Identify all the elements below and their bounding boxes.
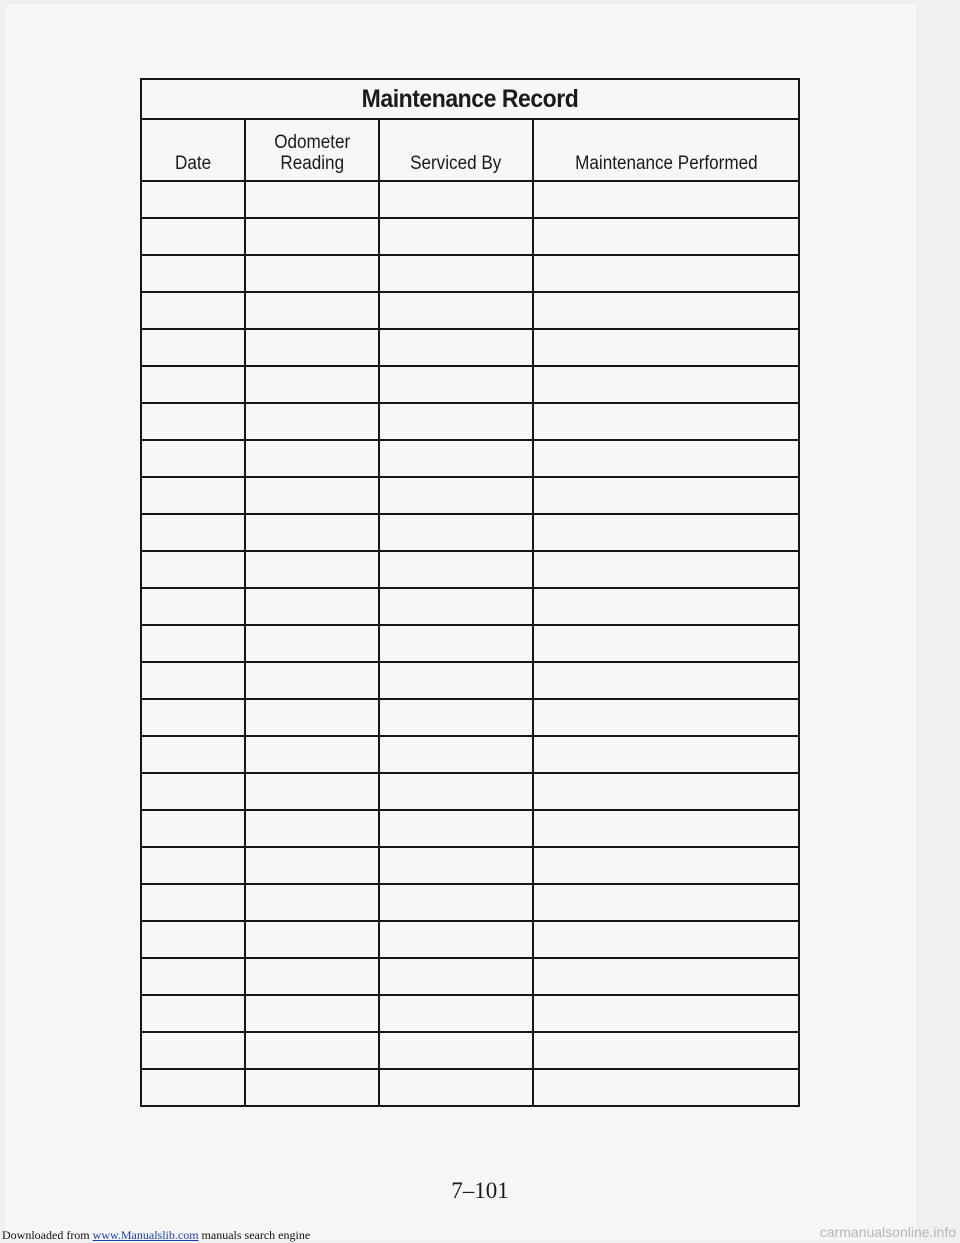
page-number: 7–101: [451, 1178, 509, 1203]
table-cell: [141, 181, 245, 218]
column-header-row: [141, 119, 799, 181]
table-cell: [141, 218, 245, 255]
table-row: [141, 403, 799, 440]
table-row: [141, 699, 799, 736]
table-cell: [245, 699, 379, 736]
table-cell: [141, 1032, 245, 1069]
column-header-line: Maintenance Performed: [574, 153, 758, 174]
table-row: [141, 181, 799, 218]
download-footer: [2, 1228, 310, 1243]
table-row: [141, 514, 799, 551]
table-row: [141, 255, 799, 292]
table-cell: [379, 736, 533, 773]
table-row: [141, 995, 799, 1032]
table-cell: [533, 625, 799, 662]
table-row: [141, 1032, 799, 1069]
table-row: [141, 625, 799, 662]
table-cell: [533, 921, 799, 958]
table-cell: [533, 1032, 799, 1069]
table-row: [141, 958, 799, 995]
table-row: [141, 366, 799, 403]
table-cell: [245, 255, 379, 292]
table-cell: [379, 810, 533, 847]
table-cell: [533, 514, 799, 551]
table-cell: [379, 181, 533, 218]
table-cell: [245, 995, 379, 1032]
table-cell: [533, 440, 799, 477]
table-cell: [379, 292, 533, 329]
column-header-label: [575, 132, 758, 174]
table-row: [141, 921, 799, 958]
table-cell: [533, 477, 799, 514]
table-cell: [245, 884, 379, 921]
table-cell: [379, 958, 533, 995]
table-cell: [245, 181, 379, 218]
table-cell: [141, 625, 245, 662]
table-row: [141, 218, 799, 255]
table-cell: [245, 810, 379, 847]
table-cell: [533, 181, 799, 218]
table-cell: [141, 551, 245, 588]
table-cell: [533, 810, 799, 847]
table-cell: [141, 514, 245, 551]
table-cell: [533, 773, 799, 810]
table-cell: [533, 218, 799, 255]
table-cell: [141, 699, 245, 736]
table-row: [141, 292, 799, 329]
table-cell: [379, 329, 533, 366]
table-cell: [379, 218, 533, 255]
table-row: [141, 588, 799, 625]
table-cell: [379, 625, 533, 662]
table-cell: [245, 477, 379, 514]
column-header-line: Serviced By: [410, 153, 502, 174]
table-cell: [141, 329, 245, 366]
table-row: [141, 477, 799, 514]
table-row: [141, 736, 799, 773]
table-cell: [379, 514, 533, 551]
table-cell: [245, 366, 379, 403]
table-cell: [141, 1069, 245, 1106]
table-row: [141, 773, 799, 810]
table-cell: [141, 662, 245, 699]
table-cell: [533, 551, 799, 588]
table-cell: [379, 403, 533, 440]
table-cell: [141, 921, 245, 958]
table-cell: [379, 440, 533, 477]
table-row: [141, 329, 799, 366]
table-cell: [245, 1032, 379, 1069]
table-cell: [141, 588, 245, 625]
table-cell: [245, 551, 379, 588]
table-cell: [379, 699, 533, 736]
column-header: [379, 119, 533, 181]
footer-prefix: Downloaded from: [2, 1228, 93, 1242]
column-header: [533, 119, 799, 181]
table-row: [141, 1069, 799, 1106]
table-row: [141, 884, 799, 921]
table-row: [141, 551, 799, 588]
table-cell: [533, 699, 799, 736]
table-cell: [533, 736, 799, 773]
table-cell: [141, 995, 245, 1032]
table-cell: [141, 477, 245, 514]
table-cell: [379, 551, 533, 588]
footer-suffix: manuals search engine: [198, 1228, 311, 1242]
table-cell: [379, 921, 533, 958]
table-cell: [379, 847, 533, 884]
table-title: Maintenance Record: [167, 79, 772, 119]
table-cell: [141, 847, 245, 884]
table-row: [141, 662, 799, 699]
table-cell: [245, 958, 379, 995]
table-cell: [141, 810, 245, 847]
table-cell: [141, 736, 245, 773]
table-cell: [533, 255, 799, 292]
table-cell: [245, 588, 379, 625]
column-header: [245, 119, 379, 181]
table-cell: [245, 625, 379, 662]
table-cell: [533, 1069, 799, 1106]
table-row: [141, 440, 799, 477]
table-cell: [141, 440, 245, 477]
column-header-line: Odometer: [273, 132, 351, 153]
table-cell: [141, 773, 245, 810]
column-header-label: [410, 132, 501, 174]
column-header-label: [274, 132, 350, 174]
table-cell: [245, 514, 379, 551]
table-cell: [245, 662, 379, 699]
table-body: [141, 181, 799, 1106]
column-header-label: [175, 132, 211, 174]
table-cell: [379, 995, 533, 1032]
table-cell: [141, 255, 245, 292]
table-cell: [379, 477, 533, 514]
table-cell: [533, 662, 799, 699]
table-cell: [245, 329, 379, 366]
table-cell: [379, 1069, 533, 1106]
table-cell: [533, 588, 799, 625]
table-cell: [533, 329, 799, 366]
table-cell: [533, 292, 799, 329]
maintenance-record-table: [140, 78, 800, 1107]
table-cell: [533, 958, 799, 995]
table-cell: [245, 403, 379, 440]
table-cell: [533, 366, 799, 403]
table-cell: [141, 292, 245, 329]
table-cell: [533, 995, 799, 1032]
table-cell: [379, 255, 533, 292]
table-cell: [379, 1032, 533, 1069]
table-cell: [141, 884, 245, 921]
table-cell: [533, 884, 799, 921]
table-row: [141, 810, 799, 847]
table-cell: [379, 773, 533, 810]
table-cell: [141, 958, 245, 995]
column-header-line: Date: [174, 153, 212, 174]
table-cell: [533, 403, 799, 440]
table-cell: [245, 1069, 379, 1106]
table-row: [141, 847, 799, 884]
table-cell: [245, 921, 379, 958]
table-cell: [379, 662, 533, 699]
table-cell: [245, 440, 379, 477]
table-cell: [141, 403, 245, 440]
table-cell: [379, 588, 533, 625]
table-cell: [245, 847, 379, 884]
table-cell: [533, 847, 799, 884]
table-cell: [245, 736, 379, 773]
table-cell: [141, 366, 245, 403]
watermark-text: carmanualsonline.info: [819, 1224, 956, 1240]
table-cell: [379, 366, 533, 403]
column-header-line: Reading: [280, 153, 344, 174]
table-cell: [245, 218, 379, 255]
table-cell: [379, 884, 533, 921]
column-header: [141, 119, 245, 181]
manualslib-link[interactable]: www.Manualslib.com: [92, 1228, 199, 1242]
table-cell: [245, 773, 379, 810]
table-cell: [245, 292, 379, 329]
